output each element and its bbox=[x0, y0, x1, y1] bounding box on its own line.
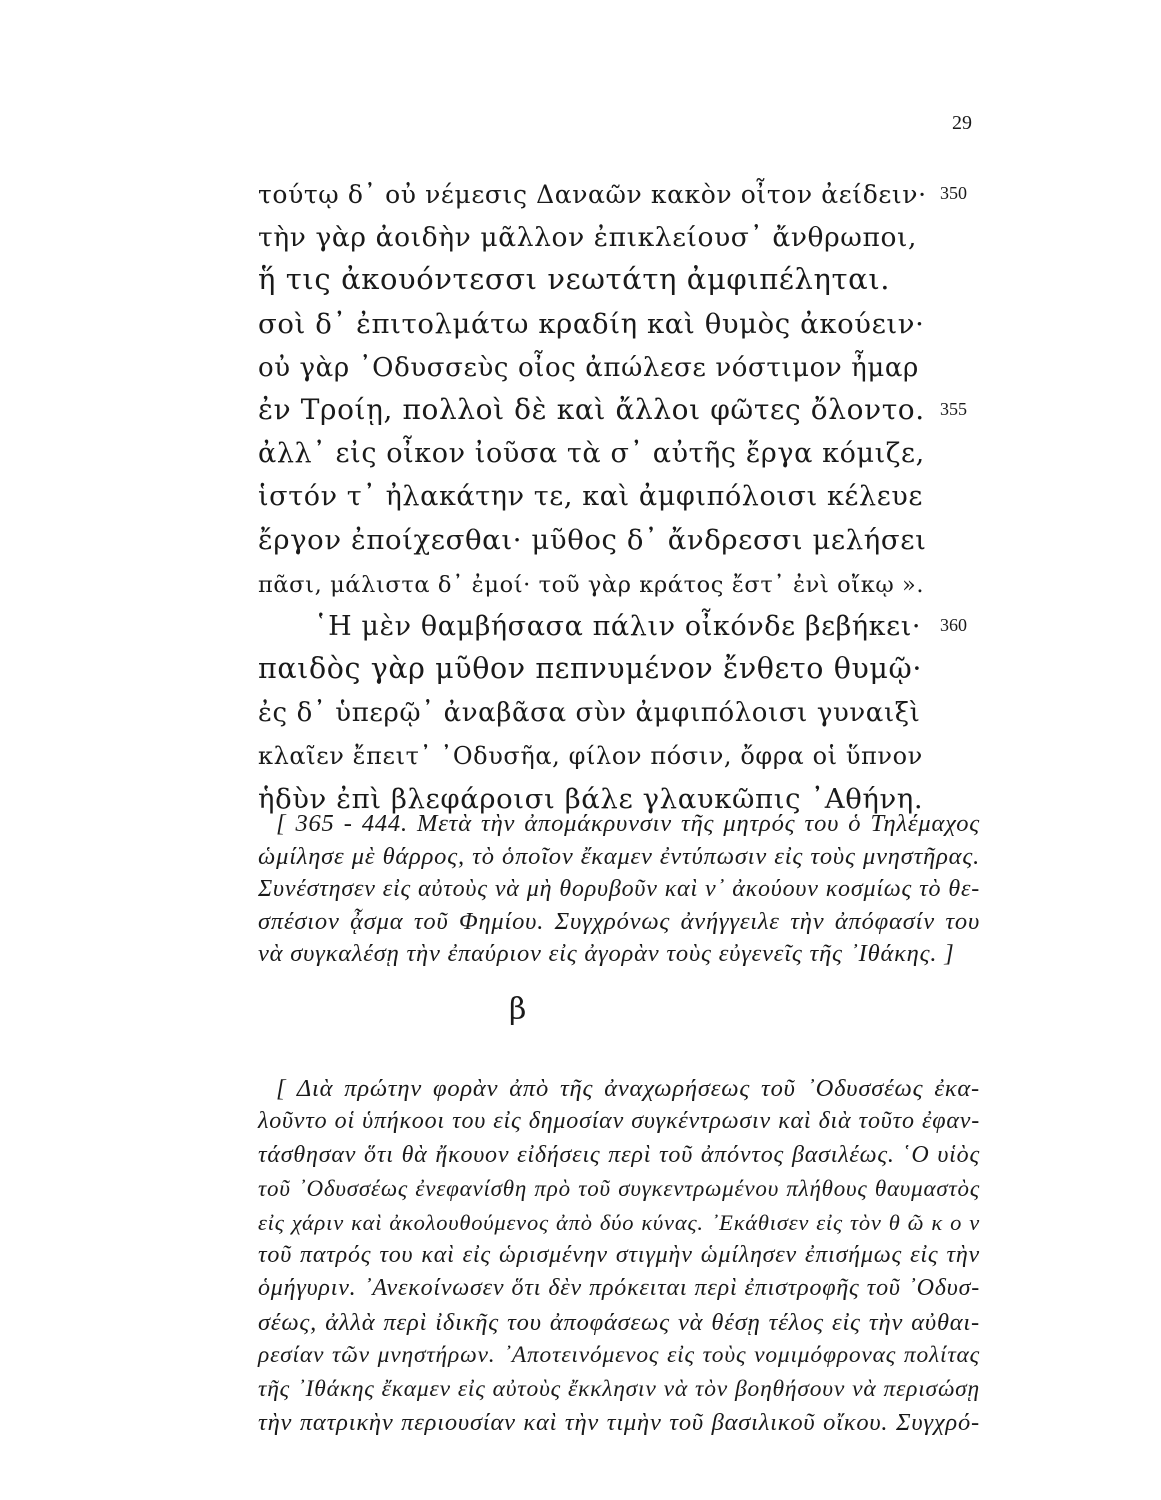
verse-line bbox=[258, 431, 978, 474]
verse-text: ἔργον ἐποίχεσθαι· μῦθος δ᾽ ἄνδρεσσι μελήσει bbox=[258, 523, 927, 556]
verse-text: κλαῖεν ἔπειτ᾽ ᾽Οδυσῆα, φίλον πόσιν, ὄφρα οἱ ὕπνον bbox=[258, 742, 923, 771]
verse-line bbox=[258, 172, 978, 215]
verse-text: πᾶσι, μάλιστα δ᾽ ἐμοί· τοῦ γὰρ κράτος ἔστ᾽ ἐνὶ οἴκῳ ». bbox=[258, 571, 925, 598]
commentary-line: νὰ συγκαλέσῃ τὴν ἐπαύριον εἰς ἀγορὰν τοὺς εὐγενεῖς τῆς ᾽Ιθάκης. ] bbox=[258, 940, 955, 968]
verse-text: ῾Η μὲν θαμβήσασα πάλιν οἶκόνδε βεβήκει· bbox=[314, 610, 922, 642]
line-number: 355 bbox=[940, 398, 967, 419]
commentary-line: Συνέστησεν εἰς αὐτοὺς νὰ μὴ θορυβοῦν καὶ ν᾽ ἀκούουν κοσμίως τὸ θε- bbox=[258, 876, 980, 903]
commentary-book-intro bbox=[258, 1072, 980, 1439]
verse-line bbox=[258, 604, 978, 647]
verse-text: ἀλλ᾽ εἰς οἶκον ἰοῦσα τὰ σ᾽ αὐτῆς ἔργα κόμιζε, bbox=[258, 438, 925, 470]
book-letter: β bbox=[509, 992, 527, 1027]
verse-text: οὐ γὰρ ᾽Οδυσσεὺς οἶος ἀπώλεσε νόστιμον ἦμαρ bbox=[258, 352, 919, 383]
commentary-line: [ 365 - 444. Μετὰ τὴν ἀπομάκρυνσιν τῆς μητρός του ὁ Τηλέμαχος bbox=[276, 810, 980, 837]
verse-line bbox=[258, 690, 978, 733]
commentary-line: ὡμίλησε μὲ θάρρος, τὸ ὁποῖον ἔκαμεν ἐντύπωσιν εἰς τοὺς μνηστῆρας. bbox=[258, 842, 980, 870]
line-number: 350 bbox=[940, 183, 967, 203]
commentary-line: ὁμήγυριν. ᾽Ανεκοίνωσεν ὅτι δὲν πρόκειται περὶ ἐπιστροφῆς τοῦ ᾽Οδυσ- bbox=[258, 1275, 980, 1302]
verse-line bbox=[258, 258, 978, 301]
commentary-line: τὴν πατρικὴν περιουσίαν καὶ τὴν τιμὴν τοῦ βασιλικοῦ οἴκου. Συγχρό- bbox=[258, 1408, 980, 1436]
line-number: 360 bbox=[940, 614, 967, 635]
verse-text: ἐν Τροίῃ, πολλοὶ δὲ καὶ ἄλλοι φῶτες ὄλοντο. bbox=[258, 392, 925, 426]
verse-line bbox=[258, 561, 978, 604]
verse-line bbox=[258, 647, 978, 690]
verse-text: σοὶ δ᾽ ἐπιτολμάτω κραδίη καὶ θυμὸς ἀκούειν· bbox=[258, 307, 925, 340]
verse-line bbox=[258, 302, 978, 345]
verse-text: ἥ τις ἀκουόντεσσι νεωτάτη ἀμφιπέληται. bbox=[258, 262, 891, 297]
verse-line bbox=[258, 474, 978, 517]
commentary-summary bbox=[258, 808, 980, 971]
verse-text: ἐς δ᾽ ὑπερῷ᾽ ἀναβᾶσα σὺν ἀμφιπόλοισι γυναιξὶ bbox=[258, 698, 921, 729]
verse-line bbox=[258, 733, 978, 776]
commentary-line: εἰς χάριν καὶ ἀκολουθούμενος ἀπὸ δύο κύνας. ᾽Εκάθισεν εἰς τὸν θ ῶ κ ο ν bbox=[258, 1209, 980, 1235]
commentary-line: σπέσιον ᾆσμα τοῦ Φημίου. Συγχρόνως ἀνήγγειλε τὴν ἀπόφασίν του bbox=[258, 907, 980, 935]
verse-text: παιδὸς γὰρ μῦθον πεπνυμένον ἔνθετο θυμῷ· bbox=[258, 652, 922, 686]
commentary-line: λοῦντο οἱ ὑπήκοοι του εἰς δημοσίαν συγκέντρωσιν καὶ διὰ τοῦτο ἐφαν- bbox=[258, 1108, 980, 1135]
verse-text: ἱστόν τ᾽ ἠλακάτην τε, καὶ ἀμφιπόλοισι κέλευε bbox=[258, 481, 923, 513]
commentary-line: ρεσίαν τῶν μνηστήρων. ᾽Αποτεινόμενος εἰς τοὺς νομιμόφρονας πολίτας bbox=[258, 1342, 980, 1369]
commentary-line: τοῦ ᾽Οδυσσέως ἐνεφανίσθη πρὸ τοῦ συγκεντρωμένου πλήθους θαυμαστὸς bbox=[258, 1176, 980, 1202]
verse-text: ἡδὺν ἐπὶ βλεφάροισι βάλε γλαυκῶπις ᾽Αθήνη. bbox=[258, 782, 924, 815]
page-number: 29 bbox=[952, 112, 972, 134]
verse-line bbox=[258, 345, 978, 388]
verse-text: τούτῳ δ᾽ οὐ νέμεσις Δαναῶν κακὸν οἶτον ἀείδειν· bbox=[258, 180, 927, 209]
commentary-line: [ Διὰ πρώτην φορὰν ἀπὸ τῆς ἀναχωρήσεως τοῦ ᾽Οδυσσέως ἐκα- bbox=[276, 1075, 980, 1102]
verse-line bbox=[258, 518, 978, 561]
commentary-line: τάσθησαν ὅτι θὰ ἤκουον εἰδήσεις περὶ τοῦ ἀπόντος βασιλέως. ῾Ο υἱὸς bbox=[258, 1141, 980, 1168]
verse-line bbox=[258, 215, 978, 258]
commentary-line: τῆς ᾽Ιθάκης ἔκαμεν εἰς αὐτοὺς ἔκκλησιν νὰ τὸν βοηθήσουν νὰ περισώσῃ bbox=[258, 1375, 980, 1402]
verse-block bbox=[258, 172, 978, 820]
commentary-line: τοῦ πατρός του καὶ εἰς ὡρισμένην στιγμὴν ὡμίλησεν ἐπισήμως εἰς τὴν bbox=[258, 1241, 980, 1268]
verse-line bbox=[258, 388, 978, 431]
commentary-line: σέως, ἀλλὰ περὶ ἰδικῆς του ἀποφάσεως νὰ θέσῃ τέλος εἰς τὴν αὐθαι- bbox=[258, 1308, 980, 1336]
verse-text: τὴν γὰρ ἀοιδὴν μᾶλλον ἐπικλείουσ᾽ ἄνθρωποι, bbox=[258, 222, 918, 254]
